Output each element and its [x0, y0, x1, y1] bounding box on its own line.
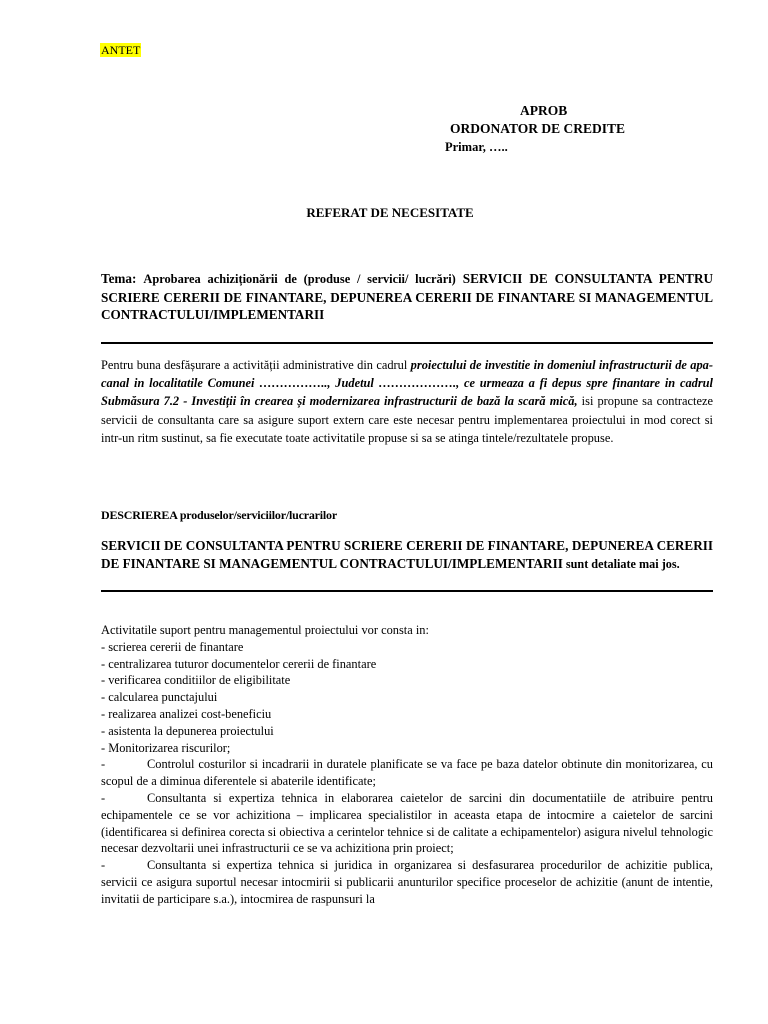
- tema-label: Tema:: [101, 271, 137, 286]
- tema-subject: Aprobarea achiziționării de (produse / servicii/ lucrări): [143, 272, 456, 286]
- list-item-text: Controlul costurilor si incadrarii in duratele planificate se va face pe baza datelor obtinute din monitorizarea, cu scopul de a diminua diferentele si abaterile identificate;: [101, 757, 713, 789]
- document-title: REFERAT DE NECESITATE: [306, 205, 474, 220]
- intro-paragraph: [101, 356, 713, 447]
- list-item: - Monitorizarea riscurilor;: [101, 740, 231, 755]
- list-item: - realizarea analizei cost-beneficiu: [101, 706, 272, 721]
- description-heading: DESCRIEREA produselor/serviciilor/lucrarilor: [101, 508, 337, 522]
- list-item: - centralizarea tuturor documentelor cererii de finantare: [101, 656, 377, 671]
- aprob-label: APROB: [520, 103, 568, 118]
- ordonator-label: ORDONATOR DE CREDITE: [450, 121, 626, 136]
- services-underline: [101, 590, 713, 592]
- list-dash: -: [101, 757, 106, 772]
- primar-label: Primar, …..: [445, 140, 508, 154]
- list-item: - asistenta la depunerea proiectului: [101, 723, 274, 738]
- intro-text-3: isi propune sa contracteze servicii de consultanta care sa asigure suport extern care este necesar pentru implementarea proiectului in mod corect si intr-un ritm sustinut, sa fie executate toate activitatile propuse si sa se atinga tintele/rezultatele propuse.: [101, 394, 713, 445]
- services-paragraph: [101, 537, 713, 573]
- list-dash: -: [101, 858, 106, 873]
- antet-highlight: ANTET: [101, 43, 141, 57]
- list-item-long: [101, 790, 713, 857]
- list-item-long: [101, 857, 713, 907]
- tema-services: SERVICII DE CONSULTANTA PENTRU SCRIERE CERERII DE FINANTARE, DEPUNEREA CERERII DE FINANTARE SI MANAGEMENTUL CONTRACTULUI/IMPLEMENTARII: [101, 271, 713, 322]
- tema-underline: [101, 342, 713, 344]
- list-item: - calcularea punctajului: [101, 690, 218, 705]
- services-title: SERVICII DE CONSULTANTA PENTRU SCRIERE CERERII DE FINANTARE, DEPUNEREA CERERII DE FINANTARE SI MANAGEMENTUL CONTRACTULUI/IMPLEMENTARII: [101, 538, 713, 571]
- tema-paragraph: [101, 270, 713, 324]
- activities-section: [101, 622, 713, 908]
- list-item-text: Consultanta si expertiza tehnica in elaborarea caietelor de sarcini din documentatiile de atribuire pentru echipamentele ce se vor achizitiona – implicarea specialistilor in aceasta etapa de intocmire a caietelor de sarcini (identificarea si definirea corecta si obiectiva a cerintelor tehnice si de calitate a echipamentelor) asigura nivelul tehnologic necesar dezvoltarii unei infrastructurii ce se va achizitiona prin proiect;: [101, 790, 713, 856]
- services-tail: sunt detaliate mai jos.: [562, 556, 680, 571]
- intro-text-1: Pentru buna desfășurare a activității administrative din cadrul: [101, 358, 411, 372]
- activities-intro: Activitatile suport pentru managementul proiectului vor consta in:: [101, 623, 429, 637]
- list-item-text: Consultanta si expertiza tehnica si juridica in organizarea si desfasurarea procedurilor de achizitie publica, servicii ce asigura suportul necesar intocmirii si publicarii anunturilor specifice proceselor de achizitie (anunt de intentie, invitatii de participare s.a.), intocmirea de raspunsuri la: [101, 858, 713, 906]
- list-item: - verificarea conditiilor de eligibilitate: [101, 673, 291, 688]
- intro-project-emphasis: proiectului de investitie in domeniul infrastructurii de apa-canal in localitatile Comunei …………….., Judetul ………………., ce urmeaza a fi depus spre finantare in cadrul Submăsura 7.2 - Investiții în crearea și modernizarea infrastructurii de bază la scară mică,: [101, 358, 713, 409]
- list-item-long: [101, 756, 713, 790]
- list-dash: -: [101, 790, 106, 805]
- list-item: - scrierea cererii de finantare: [101, 639, 244, 654]
